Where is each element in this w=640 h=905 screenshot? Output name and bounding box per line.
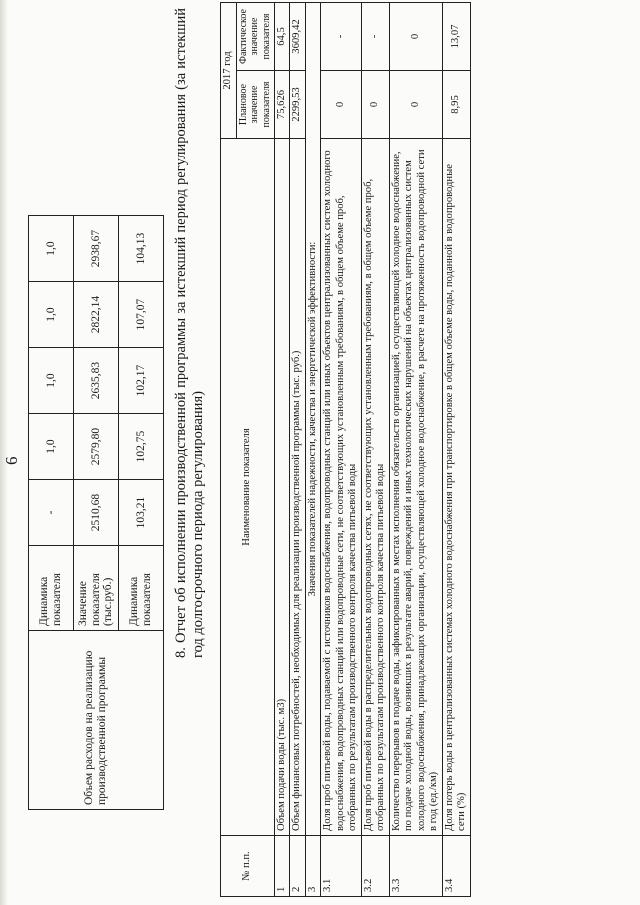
table-row (361, 3, 389, 897)
table-cell: 102,17 (119, 348, 164, 414)
row-plan: 8,95 (442, 71, 470, 139)
table-row (321, 3, 362, 897)
col-plan-header: Плановое значение показателя (236, 71, 274, 139)
row-num: 3 (305, 836, 321, 897)
col-name-header: Наименование показателя (221, 139, 275, 836)
row-sublabel: Значение показателя (тыс.руб.) (74, 546, 119, 631)
row-plan: 75,626 (274, 71, 290, 139)
table-cell: 1,0 (29, 216, 74, 282)
table-cell: 1,0 (29, 282, 74, 348)
table-cell: 1,0 (29, 348, 74, 414)
col-fact-header: Фактическое значение показателя (236, 3, 274, 71)
row-num: 1 (274, 836, 290, 897)
expenses-row-label: Объем расходов на реализацию производственной программы (29, 631, 164, 810)
table-cell: 2938,67 (74, 216, 119, 282)
row-num: 3.4 (442, 836, 470, 897)
table-cell: 103,21 (119, 480, 164, 546)
row-sublabel: Динамика показателя (29, 546, 74, 631)
row-name: Объем финансовых потребностей, необходимых для реализации производственной программы (тыс. руб.) (290, 139, 306, 836)
row-name: Доля проб питьевой воды в распределительных водопроводных сетях, не соответствующих установленным требованиям, в общем объеме проб, отобранных по результатам производственного контроля качества питьевой воды (361, 139, 389, 836)
row-name: Количество перерывов в подаче воды, зафиксированных в местах исполнения обязательств организацией, осуществляющей холодное водоснабжение, по подаче холодной воды, возникших в результате аварий, повреждений и иных технологических нарушений на объектах централизованных систем холодного водоснабжения, принадлежащих организации, осуществляющей холодное водоснабжение, в расчете на протяженность водопроводной сети в год (ед./км) (389, 139, 442, 836)
row-plan: 2299,53 (290, 71, 306, 139)
table-cell: 107,07 (119, 282, 164, 348)
row-name: Доля потерь воды в централизованных системах холодного водоснабжения при транспортировке в общем объеме воды, поданной в водопроводные сети (%) (442, 139, 470, 836)
table-cell: - (29, 480, 74, 546)
expenses-table (28, 215, 164, 810)
row-fact: 0 (389, 3, 442, 71)
table-cell: 102,75 (119, 414, 164, 480)
row-plan: 0 (361, 71, 389, 139)
row-sublabel: Динамика показателя (119, 546, 164, 631)
row-name: Объем подачи воды (тыс. м3) (274, 139, 290, 836)
col-num-header: № п.п. (221, 836, 275, 897)
row-fact: 3609,42 (290, 3, 306, 71)
row-plan: 0 (389, 71, 442, 139)
table-row (305, 3, 321, 897)
table-header-row (221, 3, 237, 897)
section-title: 8. Отчет об исполнении производственной программы за истекший период регулирования (за истекший год долгосрочного периода регулирования) (173, 8, 207, 658)
table-row (274, 3, 290, 897)
table-cell: 2822,14 (74, 282, 119, 348)
table-row (442, 3, 470, 897)
row-fact: - (361, 3, 389, 71)
table-cell: 1,0 (29, 414, 74, 480)
row-num: 3.1 (321, 836, 362, 897)
page-number: 6 (2, 456, 21, 465)
row-num: 2 (290, 836, 306, 897)
table-row (290, 3, 306, 897)
table-cell: 2635,83 (74, 348, 119, 414)
table-cell: 2579,80 (74, 414, 119, 480)
table-row (389, 3, 442, 897)
row-fact: - (321, 3, 362, 71)
row-fact: 13,07 (442, 3, 470, 71)
row-fact: 64,5 (274, 3, 290, 71)
row-num: 3.2 (361, 836, 389, 897)
table-row (29, 216, 74, 810)
col-year-header: 2017 год (221, 3, 237, 139)
production-program-table (220, 2, 471, 897)
row-name: Доля проб питьевой воды, подаваемой с источников водоснабжения, водопроводных станций или иных объектов централизованных систем холодного водоснабжения, водопроводных станций или водопроводные сети, не соответствующих установленным требованиям, в общем объеме проб, отобранных по результатам производственного контроля качества питьевой воды (321, 139, 362, 836)
row-section-heading: Значения показателей надежности, качества и энергетической эффективности: (305, 3, 321, 836)
row-num: 3.3 (389, 836, 442, 897)
table-cell: 2510,68 (74, 480, 119, 546)
table-cell: 104,13 (119, 216, 164, 282)
row-plan: 0 (321, 71, 362, 139)
